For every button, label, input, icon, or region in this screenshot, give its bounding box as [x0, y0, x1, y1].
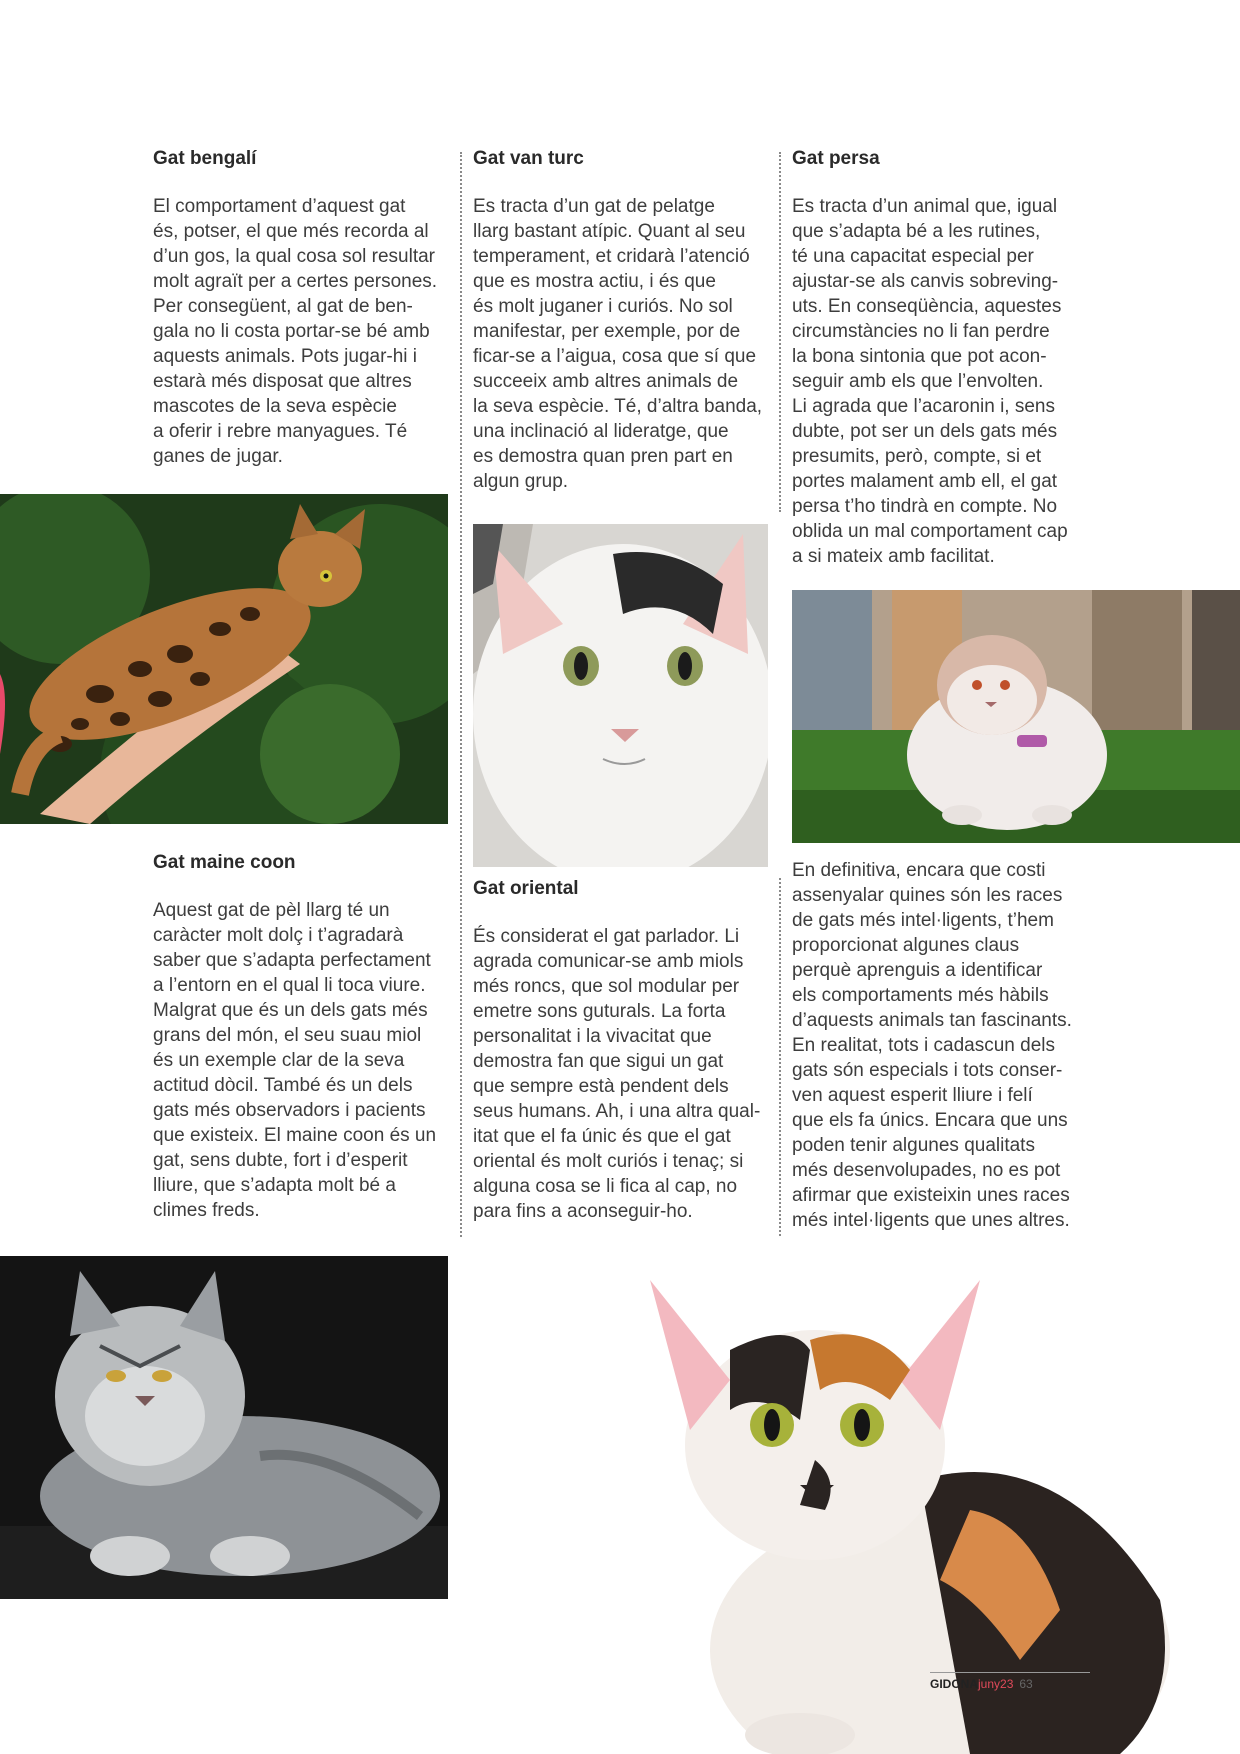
heading-persian: Gat persa [792, 148, 880, 169]
footer-month: juny23 [978, 1677, 1014, 1691]
section-conclusion [792, 858, 1092, 1233]
heading-maine-coon: Gat maine coon [153, 852, 296, 873]
section-turkish-van [473, 148, 773, 494]
heading-turkish-van: Gat van turc [473, 148, 584, 169]
heading-bengal: Gat bengalí [153, 148, 257, 169]
heading-oriental: Gat oriental [473, 878, 579, 899]
photo-maine-coon-cat [0, 1256, 448, 1599]
column-divider-1 [460, 152, 462, 1237]
footer-brand: GIDONA [930, 1677, 978, 1691]
photo-bengal-cat [0, 494, 448, 824]
section-oriental [473, 878, 773, 1224]
text-persian: Es tracta d’un animal que, igual que s’adapta bé a les rutines, té una capacitat especial per ajustar-se als canvis sobreving- uts. En conseqüència, aquestes circumstàncies no li fan perdre la bona sintonia que pot acon- seguir amb els que l’envolten. Li agrada que l’acaronin i, sens dubte, pot ser un dels gats més presumits, però, compte, si et portes malament amb ell, el gat persa t’ho tindrà en compte. No oblida un mal comportament cap a si mateix amb facilitat. [792, 196, 1068, 567]
section-persian [792, 148, 1092, 569]
photo-persian-cat [792, 590, 1240, 843]
page-number: 63 [1019, 1677, 1033, 1691]
photo-oriental-cat [640, 1280, 1200, 1754]
column-divider-2 [779, 152, 781, 512]
section-bengal [153, 148, 453, 469]
text-maine-coon: Aquest gat de pèl llarg té un caràcter molt dolç i t’agradarà saber que s’adapta perfectament a l’entorn en el qual li toca viure. Malgrat que és un dels gats més grans del món, el seu suau miol és un exemple clar de la seva actitud dòcil. També és un dels gats més observadors i pacients que existeix. El maine coon és un gat, sens dubte, fort i d’esperit lliure, que s’adapta molt bé a climes freds. [153, 900, 437, 1221]
text-oriental: És considerat el gat parlador. Li agrada comunicar-se amb miols més roncs, que sol modular per emetre sons guturals. La forta personalitat i la vivacitat que demostra fan que sigui un gat que sempre està pendent dels seus humans. Ah, i una altra qual- itat que el fa únic és que el gat oriental és molt curiós i tenaç; si alguna cosa se li fica al cap, no para fins a aconseguir-ho. [473, 926, 761, 1222]
text-turkish-van: Es tracta d’un gat de pelatge llarg bastant atípic. Quant al seu temperament, et cridarà l’atenció que es mostra actiu, i és que és molt juganer i curiós. No sol manifestar, per exemple, por de ficar-se a l’aigua, cosa que sí que succeeix amb altres animals de la seva espècie. Té, d’altra banda, una inclinació al lideratge, que es demostra quan pren part en algun grup. [473, 196, 763, 492]
column-divider-2-lower [779, 878, 781, 1236]
text-conclusion: En definitiva, encara que costi assenyalar quines són les races de gats més intel·ligents, t’hem proporcionat algunes claus perquè aprenguis a identificar els comportaments més hàbils d’aquests animals tan fascinants. En realitat, tots i cadascun dels gats són especials i tots conser- ven aquest esperit lliure i felí que els fa únics. Encara que uns poden tenir algunes qualitats més desenvolupades, no es pot afirmar que existeixin unes races més intel·ligents que unes altres. [792, 860, 1072, 1231]
text-bengal: El comportament d’aquest gat és, potser, el que més recorda al d’un gos, la qual cosa sol resultar molt agraït per a certes persones. Per consegüent, al gat de ben- gala no li costa portar-se bé amb aquests animals. Pots jugar-hi i estarà més disposat que altres mascotes de la seva espècie a oferir i rebre manyagues. Té ganes de jugar. [153, 196, 438, 467]
photo-turkish-van-cat [473, 524, 768, 867]
page-footer [930, 1672, 1090, 1703]
section-maine-coon [153, 852, 453, 1223]
